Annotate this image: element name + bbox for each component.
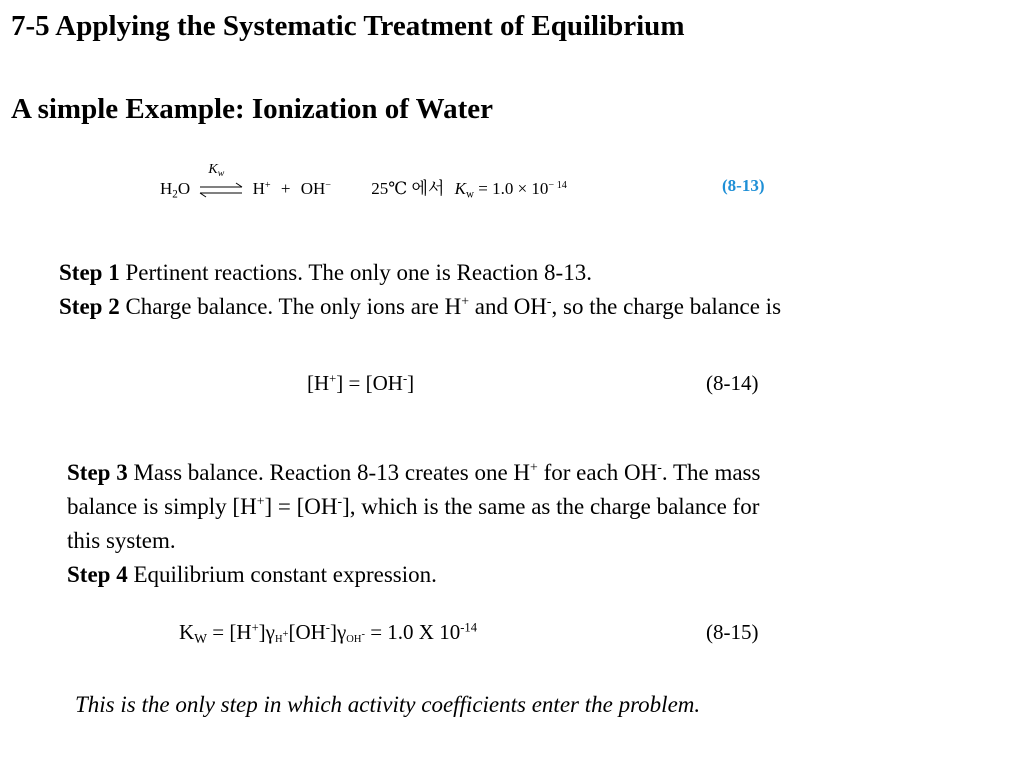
reactant: $H_2O$: [160, 179, 191, 201]
equation-number-8-14: (8-14): [706, 371, 759, 395]
step-4-text: Equilibrium constant expression.: [133, 562, 437, 587]
product-h: H+: [252, 179, 271, 198]
step-1-text: Pertinent reactions. The only one is Reaction 8-13.: [125, 260, 592, 285]
slide-title: 7-5 Applying the Systematic Treatment of Equilibrium: [11, 10, 685, 42]
equation-number-8-15: (8-15): [706, 620, 759, 644]
step-4-label: Step 4: [67, 562, 128, 587]
reaction-condition: 25℃ 에서: [371, 179, 445, 198]
equation-8-15: $K_W = [H^+]\gamma_{H+}[OH^-]\gamma_{OH-} = 1.0$ X $10^{-14}$: [179, 620, 478, 647]
step-3-line-3: this system.: [67, 528, 176, 553]
kw-expression: $K_w = 1.0 \times 10^{- 14}$: [454, 179, 567, 201]
step-2: Step 2 Charge balance. The only ions are H+ and OH-, so the charge balance is: [59, 293, 782, 319]
step-4: [67, 558, 437, 592]
step-1: [59, 256, 592, 290]
equilibrium-arrow: [198, 162, 244, 200]
equation-number-8-13: (8-13): [722, 176, 765, 195]
activity-note: This is the only step in which activity coefficients enter the problem.: [75, 692, 701, 717]
product-oh: OH−: [300, 179, 332, 198]
step-3: Step 3 Mass balance. Reaction 8-13 creates one H+ for each OH-. The mass: [67, 459, 761, 485]
step-3-line-2: balance is simply [H+] = [OH-], which is the same as the charge balance for: [67, 493, 760, 519]
step-1-label: Step 1: [59, 260, 120, 285]
slide-subtitle: A simple Example: Ionization of Water: [11, 93, 493, 125]
step-2-label: Step 2: [59, 294, 120, 319]
reaction-8-13: $H_2O$ $K_w$ H+ + OH− 25℃ 에서 $K_w = 1.0 \times 10^{- 14}$: [160, 162, 567, 201]
arrow-label: $K_w$: [208, 162, 225, 180]
equation-8-14: [H+] = [OH-]: [307, 371, 415, 395]
step-3-label: Step 3: [67, 460, 128, 485]
